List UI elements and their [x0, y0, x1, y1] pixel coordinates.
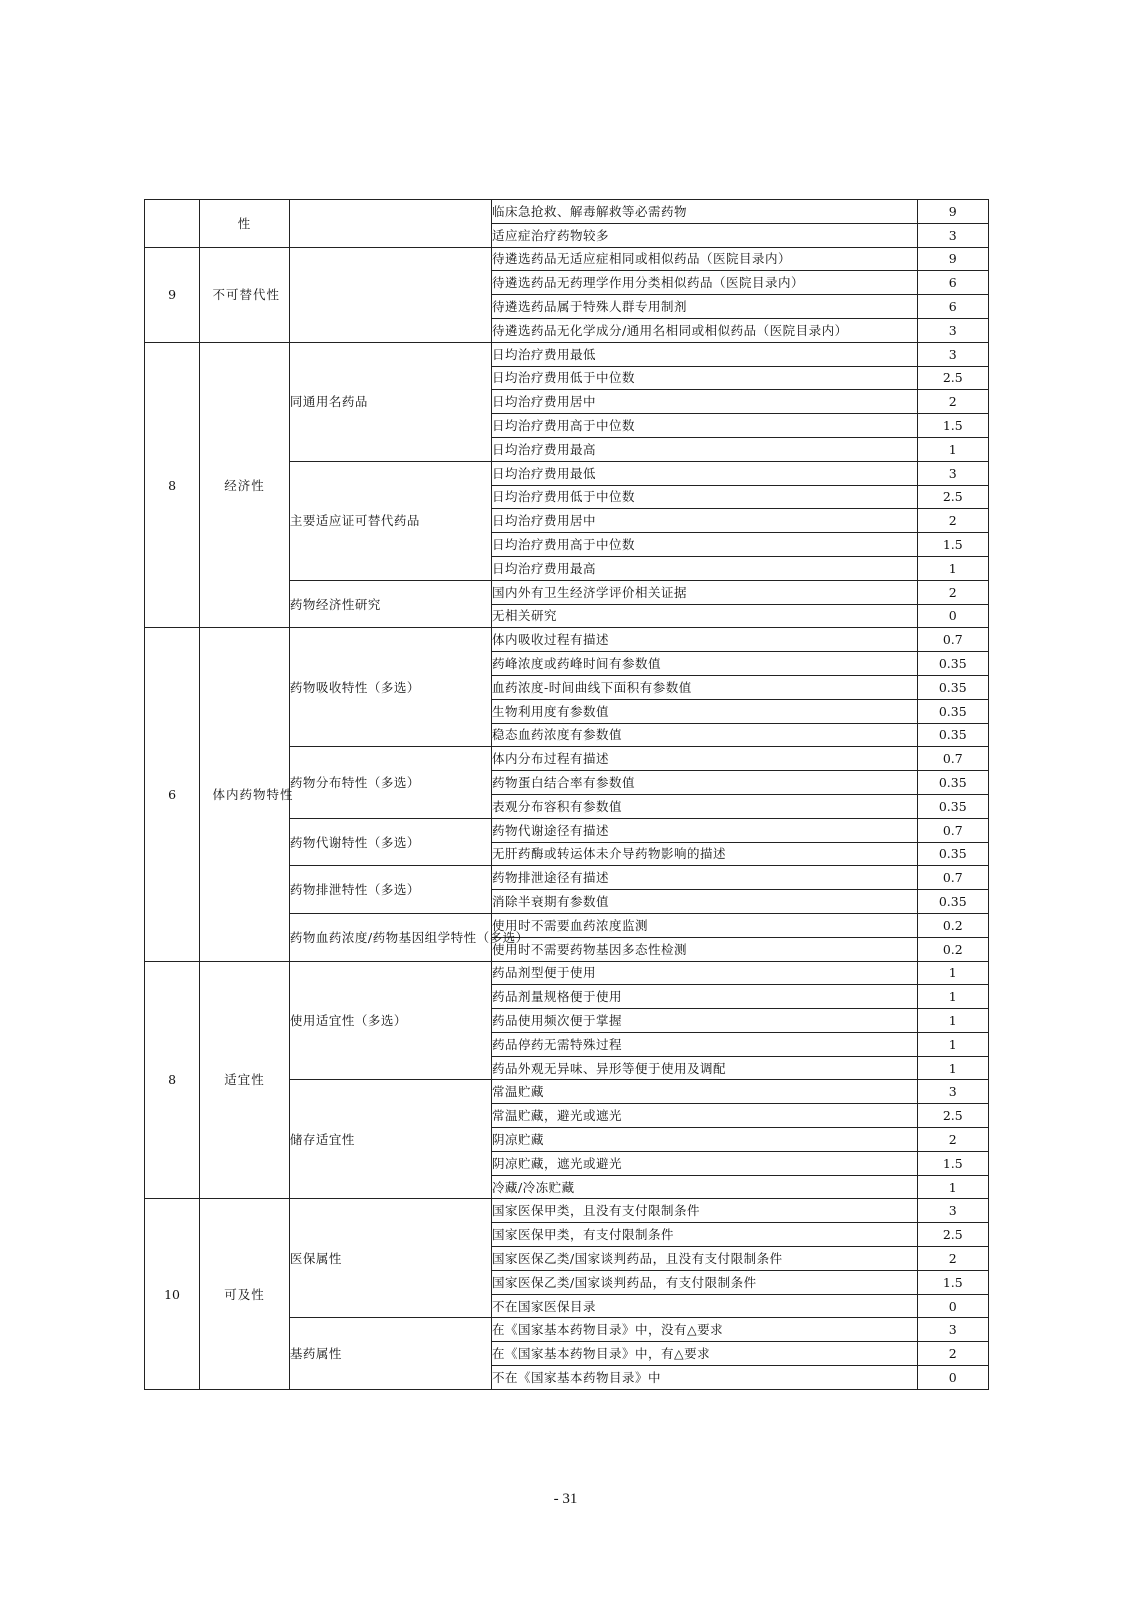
score-cell: 3 — [917, 1318, 988, 1342]
subcategory-cell: 药物经济性研究 — [289, 580, 491, 628]
criterion-cell: 药峰浓度或药峰时间有参数值 — [491, 652, 917, 676]
weight-cell — [145, 200, 200, 248]
criterion-cell: 国家医保乙类/国家谈判药品，且没有支付限制条件 — [491, 1247, 917, 1271]
score-cell: 1 — [917, 1175, 988, 1199]
criterion-cell: 药品外观无异味、异形等便于使用及调配 — [491, 1056, 917, 1080]
score-cell: 0.7 — [917, 628, 988, 652]
criterion-cell: 稳态血药浓度有参数值 — [491, 723, 917, 747]
criterion-cell: 阴凉贮藏，遮光或避光 — [491, 1151, 917, 1175]
criterion-cell: 无相关研究 — [491, 604, 917, 628]
subcategory-cell: 药物代谢特性（多选） — [289, 818, 491, 866]
score-cell: 1.5 — [917, 533, 988, 557]
score-cell: 3 — [917, 318, 988, 342]
criterion-cell: 待遴选药品属于特殊人群专用制剂 — [491, 295, 917, 319]
criterion-cell: 日均治疗费用最低 — [491, 342, 917, 366]
score-cell: 2.5 — [917, 485, 988, 509]
criterion-cell: 药品停药无需特殊过程 — [491, 1032, 917, 1056]
criterion-cell: 适应症治疗药物较多 — [491, 223, 917, 247]
criterion-cell: 日均治疗费用高于中位数 — [491, 533, 917, 557]
criterion-cell: 待遴选药品无适应症相同或相似药品（医院目录内） — [491, 247, 917, 271]
criterion-cell: 不在《国家基本药物目录》中 — [491, 1366, 917, 1390]
criterion-cell: 药品剂型便于使用 — [491, 961, 917, 985]
score-cell: 6 — [917, 271, 988, 295]
category-label: 可及性 — [224, 1286, 265, 1302]
subcategory-cell: 主要适应证可替代药品 — [289, 461, 491, 580]
criterion-cell: 在《国家基本药物目录》中，没有△要求 — [491, 1318, 917, 1342]
table-row — [145, 628, 989, 652]
score-cell: 1.5 — [917, 1270, 988, 1294]
criterion-cell: 消除半衰期有参数值 — [491, 890, 917, 914]
score-cell: 0.2 — [917, 913, 988, 937]
criterion-cell: 日均治疗费用最低 — [491, 461, 917, 485]
subcategory-cell: 使用适宜性（多选） — [289, 961, 491, 1080]
score-cell: 1 — [917, 437, 988, 461]
criterion-cell: 待遴选药品无药理学作用分类相似药品（医院目录内） — [491, 271, 917, 295]
table-row — [145, 247, 989, 271]
criterion-cell: 体内吸收过程有描述 — [491, 628, 917, 652]
subcategory-cell: 药物吸收特性（多选） — [289, 628, 491, 747]
criterion-cell: 体内分布过程有描述 — [491, 747, 917, 771]
score-cell: 0.35 — [917, 652, 988, 676]
score-cell: 0.35 — [917, 771, 988, 795]
criterion-cell: 药物蛋白结合率有参数值 — [491, 771, 917, 795]
criterion-cell: 不在国家医保目录 — [491, 1294, 917, 1318]
score-cell: 0.35 — [917, 699, 988, 723]
score-cell: 1 — [917, 1009, 988, 1033]
score-cell: 2 — [917, 1247, 988, 1271]
weight-cell: 8 — [145, 961, 200, 1199]
criterion-cell: 药品剂量规格便于使用 — [491, 985, 917, 1009]
score-cell: 2 — [917, 1128, 988, 1152]
weight-cell: 10 — [145, 1199, 200, 1389]
table-row — [145, 1199, 989, 1223]
score-cell: 1 — [917, 961, 988, 985]
category-label: 体内药物特性 — [212, 786, 294, 802]
score-cell: 1.5 — [917, 1151, 988, 1175]
criterion-cell: 生物利用度有参数值 — [491, 699, 917, 723]
criterion-cell: 在《国家基本药物目录》中，有△要求 — [491, 1342, 917, 1366]
criterion-cell: 日均治疗费用高于中位数 — [491, 414, 917, 438]
score-cell: 0.7 — [917, 818, 988, 842]
category-cell — [200, 342, 290, 628]
score-cell: 2.5 — [917, 1223, 988, 1247]
category-label: 性 — [237, 215, 252, 231]
criterion-cell: 国家医保乙类/国家谈判药品，有支付限制条件 — [491, 1270, 917, 1294]
category-label: 不可替代性 — [212, 287, 281, 303]
criterion-cell: 药品使用频次便于掌握 — [491, 1009, 917, 1033]
weight-cell: 6 — [145, 628, 200, 961]
subcategory-cell — [289, 200, 491, 248]
criterion-cell: 阴凉贮藏 — [491, 1128, 917, 1152]
category-cell — [200, 961, 290, 1199]
category-cell — [200, 200, 290, 248]
score-cell: 3 — [917, 342, 988, 366]
criterion-cell: 待遴选药品无化学成分/通用名相同或相似药品（医院目录内） — [491, 318, 917, 342]
criterion-cell: 冷藏/冷冻贮藏 — [491, 1175, 917, 1199]
score-cell: 0.7 — [917, 747, 988, 771]
category-cell — [200, 247, 290, 342]
subcategory-cell: 药物血药浓度/药物基因组学特性（多选） — [289, 913, 491, 961]
table-row — [145, 342, 989, 366]
score-cell: 1 — [917, 985, 988, 1009]
score-cell: 0 — [917, 604, 988, 628]
scoring-table-body — [145, 200, 989, 1390]
subcategory-cell: 药物排泄特性（多选） — [289, 866, 491, 914]
score-cell: 2 — [917, 1342, 988, 1366]
criterion-cell: 国内外有卫生经济学评价相关证据 — [491, 580, 917, 604]
criterion-cell: 日均治疗费用低于中位数 — [491, 366, 917, 390]
score-cell: 0.2 — [917, 937, 988, 961]
criterion-cell: 药物代谢途径有描述 — [491, 818, 917, 842]
score-cell: 2.5 — [917, 1104, 988, 1128]
criterion-cell: 临床急抢救、解毒解救等必需药物 — [491, 200, 917, 224]
weight-cell: 9 — [145, 247, 200, 342]
page-number: - 31 — [553, 1491, 578, 1507]
subcategory-cell: 基药属性 — [289, 1318, 491, 1389]
score-cell: 3 — [917, 1199, 988, 1223]
score-cell: 2 — [917, 390, 988, 414]
criterion-cell: 血药浓度-时间曲线下面积有参数值 — [491, 675, 917, 699]
category-label: 适宜性 — [224, 1072, 265, 1088]
table-row — [145, 961, 989, 985]
score-cell: 1 — [917, 1056, 988, 1080]
criterion-cell: 国家医保甲类，有支付限制条件 — [491, 1223, 917, 1247]
criterion-cell: 表观分布容积有参数值 — [491, 794, 917, 818]
score-cell: 2 — [917, 509, 988, 533]
score-cell: 9 — [917, 247, 988, 271]
category-cell — [200, 1199, 290, 1389]
category-label: 经济性 — [224, 477, 265, 493]
criterion-cell: 常温贮藏 — [491, 1080, 917, 1104]
criterion-cell: 常温贮藏，避光或遮光 — [491, 1104, 917, 1128]
subcategory-cell: 同通用名药品 — [289, 342, 491, 461]
score-cell: 2.5 — [917, 366, 988, 390]
criterion-cell: 日均治疗费用居中 — [491, 390, 917, 414]
score-cell: 9 — [917, 200, 988, 224]
score-cell: 6 — [917, 295, 988, 319]
weight-cell: 8 — [145, 342, 200, 628]
subcategory-cell — [289, 247, 491, 342]
subcategory-cell: 药物分布特性（多选） — [289, 747, 491, 818]
criterion-cell: 药物排泄途径有描述 — [491, 866, 917, 890]
criterion-cell: 日均治疗费用居中 — [491, 509, 917, 533]
score-cell: 0.35 — [917, 794, 988, 818]
score-cell: 1.5 — [917, 414, 988, 438]
score-cell: 0.35 — [917, 723, 988, 747]
score-cell: 0.35 — [917, 675, 988, 699]
criterion-cell: 日均治疗费用低于中位数 — [491, 485, 917, 509]
category-cell — [200, 628, 294, 961]
criterion-cell: 日均治疗费用最高 — [491, 556, 917, 580]
score-cell: 0.35 — [917, 890, 988, 914]
subcategory-cell: 储存适宜性 — [289, 1080, 491, 1199]
criterion-cell: 无肝药酶或转运体未介导药物影响的描述 — [491, 842, 917, 866]
score-cell: 1 — [917, 556, 988, 580]
score-cell: 2 — [917, 580, 988, 604]
score-cell: 0 — [917, 1294, 988, 1318]
score-cell: 0.35 — [917, 842, 988, 866]
criterion-cell: 使用时不需要血药浓度监测 — [491, 913, 917, 937]
score-cell: 3 — [917, 461, 988, 485]
score-cell: 3 — [917, 1080, 988, 1104]
criterion-cell: 日均治疗费用最高 — [491, 437, 917, 461]
criterion-cell: 国家医保甲类，且没有支付限制条件 — [491, 1199, 917, 1223]
subcategory-cell: 医保属性 — [289, 1199, 491, 1318]
score-cell: 1 — [917, 1032, 988, 1056]
table-row — [145, 200, 989, 224]
score-cell: 3 — [917, 223, 988, 247]
score-cell: 0 — [917, 1366, 988, 1390]
scoring-table — [144, 199, 989, 1390]
criterion-cell: 使用时不需要药物基因多态性检测 — [491, 937, 917, 961]
score-cell: 0.7 — [917, 866, 988, 890]
